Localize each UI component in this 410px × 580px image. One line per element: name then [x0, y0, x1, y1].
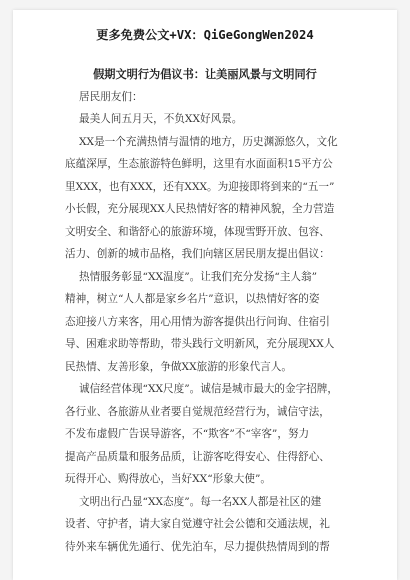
body-line: 待外来车辆优先通行、优先泊车，尽力提供热情周到的帮 — [65, 541, 330, 553]
body-line: 提高产品质量和服务品质，让游客吃得安心、住得舒心、 — [65, 451, 330, 463]
body-line: 文明安全、和谐舒心的旅游环境，体现雪野开放、包容、 — [65, 226, 330, 238]
body-line: 里XXX，也有XXX，还有XXX。为迎接即将到来的“五一” — [65, 181, 335, 193]
body-line: 热情服务彰显“XX温度”。让我们充分发扬“主人翁” — [79, 271, 318, 283]
document-title: 假期文明行为倡议书：让美丽风景与文明同行 — [93, 67, 317, 81]
body-line: XX是一个充满热情与温情的地方，历史渊源悠久，文化 — [79, 136, 338, 148]
body-line: 诚信经营体现“XX尺度”。诚信是城市最大的金字招牌， — [79, 383, 338, 395]
promo-header: 更多免费公文+VX：QiGeGongWen2024 — [96, 28, 314, 42]
body-line: 导、困难求助等帮助，带头践行文明新风，充分展现XX人 — [65, 338, 335, 350]
body-line: 态迎接八方来客，用心用情为游客提供出行问询、住宿引 — [65, 316, 330, 328]
body-line: 玩得开心、购得放心，当好XX“形象大使”。 — [65, 473, 272, 485]
salutation: 居民朋友们： — [79, 91, 143, 103]
body-line: 设者、守护者，请大家自觉遵守社会公德和交通法规，礼 — [65, 518, 330, 530]
body-line: 底蕴深厚，生态旅游特色鲜明，这里有水面面积15平方公 — [65, 158, 333, 170]
body-line: 精神，树立“人人都是家乡名片”意识，以热情好客的姿 — [65, 293, 320, 305]
body-line: 小长假，充分展现XX人民热情好客的精神风貌，全力营造 — [65, 203, 335, 215]
body-line: 活力、创新的城市品格，我们向辖区居民朋友提出倡议： — [65, 248, 330, 260]
body-line: 不发布虚假广告误导游客，不“欺客”不“宰客”，努力 — [65, 428, 310, 440]
document-page — [13, 10, 397, 580]
body-line: 各行业、各旅游从业者要自觉规范经营行为，诚信守法， — [65, 406, 330, 418]
body-line: 文明出行凸显“XX态度”。每一名XX人都是社区的建 — [79, 496, 322, 508]
body-line: 最美人间五月天，不负XX好风景。 — [79, 113, 243, 125]
body-line: 民热情、友善形象，争做XX旅游的形象代言人。 — [65, 361, 292, 373]
